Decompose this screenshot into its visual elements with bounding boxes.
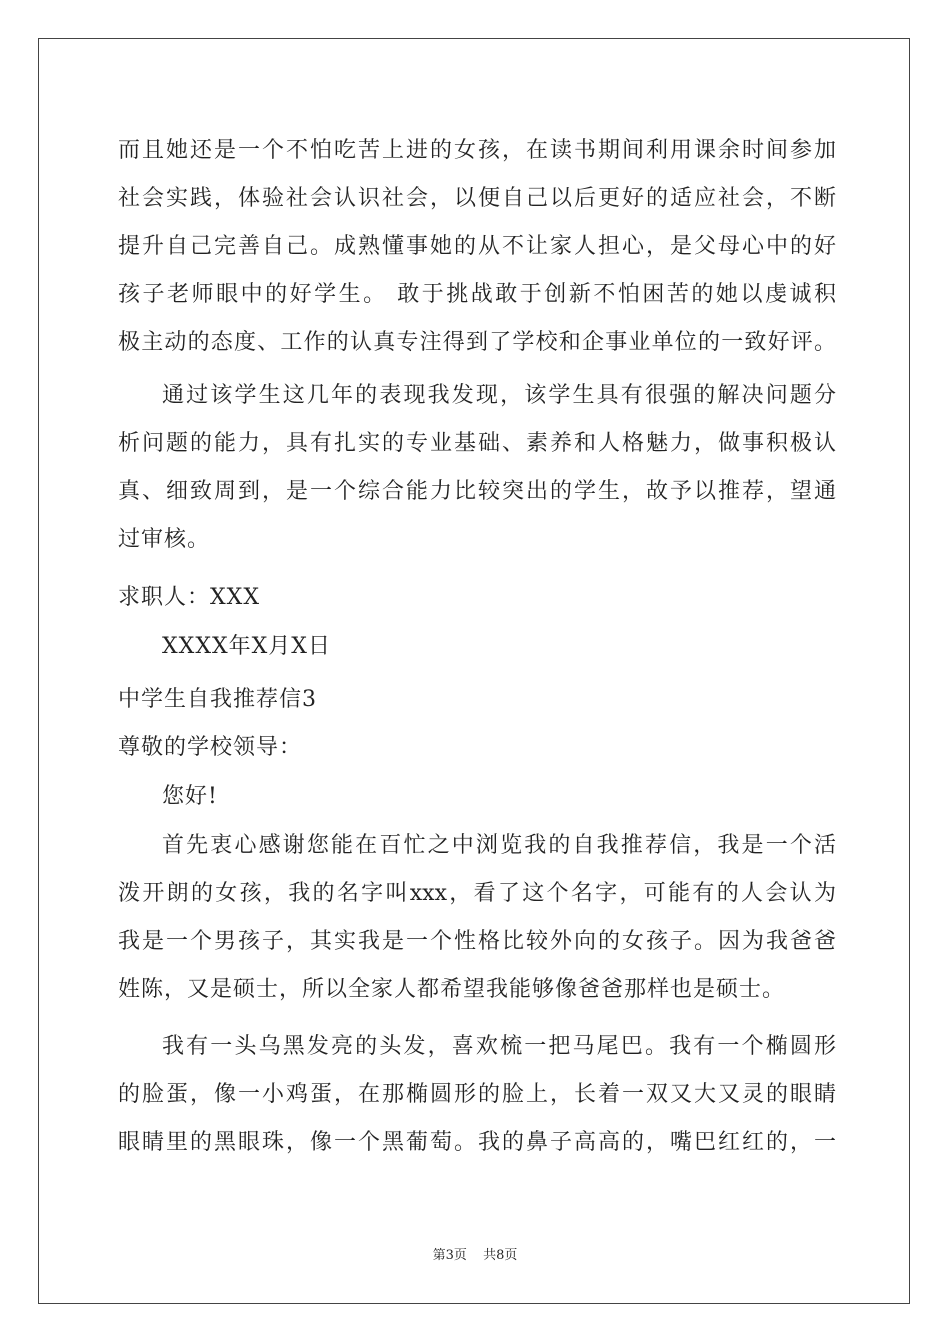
text-line: 过审核。: [118, 527, 211, 552]
page-border: [38, 38, 910, 1304]
text-line: 析问题的能力，具有扎实的专业基础、素养和人格魅力，做事积极认: [118, 431, 836, 456]
text-line: 孩子老师眼中的好学生。 敢于挑战敢于创新不怕困苦的她以虔诚积: [118, 282, 836, 307]
text-line: 而且她还是一个不怕吃苦上进的女孩，在读书期间利用课余时间参加: [118, 138, 836, 163]
text-line: 提升自己完善自己。成熟懂事她的从不让家人担心，是父母心中的好: [118, 234, 836, 259]
text-line: 泼开朗的女孩，我的名字叫xxx，看了这个名字，可能有的人会认为: [118, 881, 836, 906]
date-line: XXXX年X月X日: [162, 634, 331, 659]
letter-title: 中学生自我推荐信3: [118, 687, 317, 712]
page-total: 共8页: [483, 1248, 518, 1263]
text-line: 通过该学生这几年的表现我发现，该学生具有很强的解决问题分: [162, 383, 836, 408]
text-line: 极主动的态度、工作的认真专注得到了学校和企事业单位的一致好评。: [118, 330, 836, 355]
applicant-line: 求职人：XXX: [118, 585, 260, 610]
text-line: 的脸蛋，像一小鸡蛋，在那椭圆形的脸上，长着一双又大又灵的眼睛: [118, 1082, 836, 1107]
salutation: 尊敬的学校领导：: [118, 735, 303, 760]
text-line: 姓陈，又是硕士，所以全家人都希望我能够像爸爸那样也是硕士。: [118, 977, 786, 1002]
text-line: 眼睛里的黑眼珠，像一个黑葡萄。我的鼻子高高的，嘴巴红红的，一: [118, 1130, 836, 1155]
page-footer: [0, 1247, 950, 1265]
text-line: 社会实践，体验社会认识社会，以便自己以后更好的适应社会，不断: [118, 186, 836, 211]
page-number: 第3页: [432, 1248, 467, 1263]
text-line: 我是一个男孩子，其实我是一个性格比较外向的女孩子。因为我爸爸: [118, 929, 836, 954]
text-line: 我有一头乌黑发亮的头发，喜欢梳一把马尾巴。我有一个椭圆形: [162, 1034, 836, 1059]
text-line: 首先衷心感谢您能在百忙之中浏览我的自我推荐信，我是一个活: [162, 833, 836, 858]
greeting: 您好!: [162, 784, 218, 809]
text-line: 真、细致周到，是一个综合能力比较突出的学生，故予以推荐，望通: [118, 479, 836, 504]
